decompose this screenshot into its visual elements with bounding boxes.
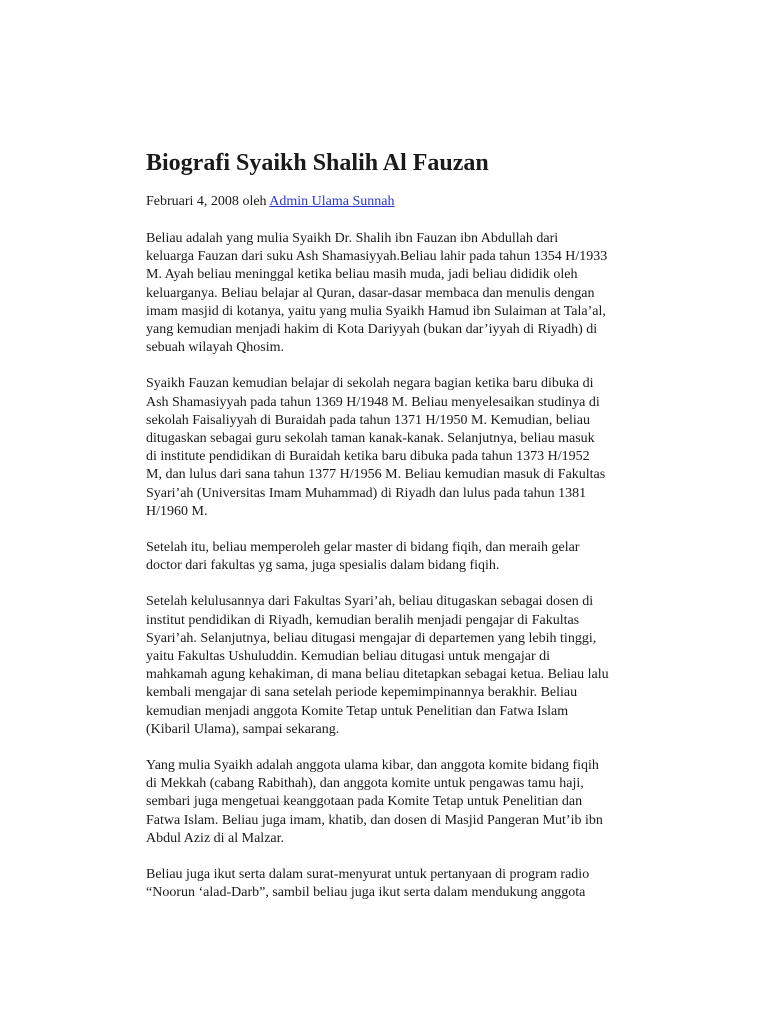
paragraph-4: Setelah kelulusannya dari Fakultas Syari’ah, beliau ditugaskan sebagai dosen di institut pendidikan di Riyadh, kemudian beralih menjadi pengajar di Fakultas Syari’ah. Selanjutnya, beliau ditugasi mengajar di departemen yang lebih tinggi, yaitu Fakultas Ushuluddin. Kemudian beliau ditugasi untuk mengajar di mahkamah agung kehakiman, di mana beliau ditetapkan sebagai ketua. Beliau lalu kembali mengajar di sana setelah periode kepemimpinannya berakhir. Beliau kemudian menjadi anggota Komite Tetap untuk Penelitian dan Fatwa Islam (Kibaril Ulama), sampai sekarang.: [146, 594, 609, 737]
article: [146, 148, 666, 903]
article-meta: [146, 192, 666, 212]
byline-prefix: oleh: [242, 194, 267, 209]
article-title: Biografi Syaikh Shalih Al Fauzan: [146, 150, 489, 176]
paragraph-3: Setelah itu, beliau memperoleh gelar master di bidang fiqih, dan meraih gelar doctor dari fakultas yg sama, juga spesialis dalam bidang fiqih.: [146, 540, 580, 574]
paragraph-6: Beliau juga ikut serta dalam surat-menyurat untuk pertanyaan di program radio “Noorun ‘alad-Darb”, sambil beliau juga ikut serta dalam mendukung anggota: [146, 867, 590, 901]
paragraph-5: Yang mulia Syaikh adalah anggota ulama kibar, dan anggota komite bidang fiqih di Mekkah (cabang Rabithah), dan anggota komite untuk pengawas tamu haji, sembari juga mengetuai keanggotaan pada Komite Tetap untuk Penelitian dan Fatwa Islam. Beliau juga imam, khatib, dan dosen di Masjid Pangeran Mut’ib ibn Abdul Aziz di al Malzar.: [146, 758, 603, 846]
post-date: Februari 4, 2008: [146, 194, 239, 209]
paragraph-2: Syaikh Fauzan kemudian belajar di sekolah negara bagian ketika baru dibuka di Ash Shamasiyyah pada tahun 1369 H/1948 M. Beliau menyelesaikan studinya di sekolah Faisaliyyah di Buraidah pada tahun 1371 H/1950 M. Kemudian, beliau ditugaskan sebagai guru sekolah taman kanak-kanak. Selanjutnya, beliau masuk di institute pendidikan di Buraidah ketika baru dibuka pada tahun 1373 H/1952 M, dan lulus dari sana tahun 1377 H/1956 M. Beliau kemudian masuk di Fakultas Syari’ah (Universitas Imam Muhammad) di Riyadh dan lulus pada tahun 1381 H/1960 M.: [146, 376, 606, 519]
author-link[interactable]: Admin Ulama Sunnah: [269, 194, 395, 209]
paragraph-1: Beliau adalah yang mulia Syaikh Dr. Shalih ibn Fauzan ibn Abdullah dari keluarga Fauzan dari suku Ash Shamasiyyah.Beliau lahir pada tahun 1354 H/1933 M. Ayah beliau meninggal ketika beliau masih muda, jadi beliau dididik oleh keluarganya. Beliau belajar al Quran, dasar-dasar membaca dan menulis dengan imam masjid di kotanya, yaitu yang mulia Syaikh Hamud ibn Sulaiman at Tala’al, yang kemudian menjadi hakim di Kota Dariyyah (bukan dar’iyyah di Riyadh) di sebuah wilayah Qhosim.: [146, 231, 608, 356]
